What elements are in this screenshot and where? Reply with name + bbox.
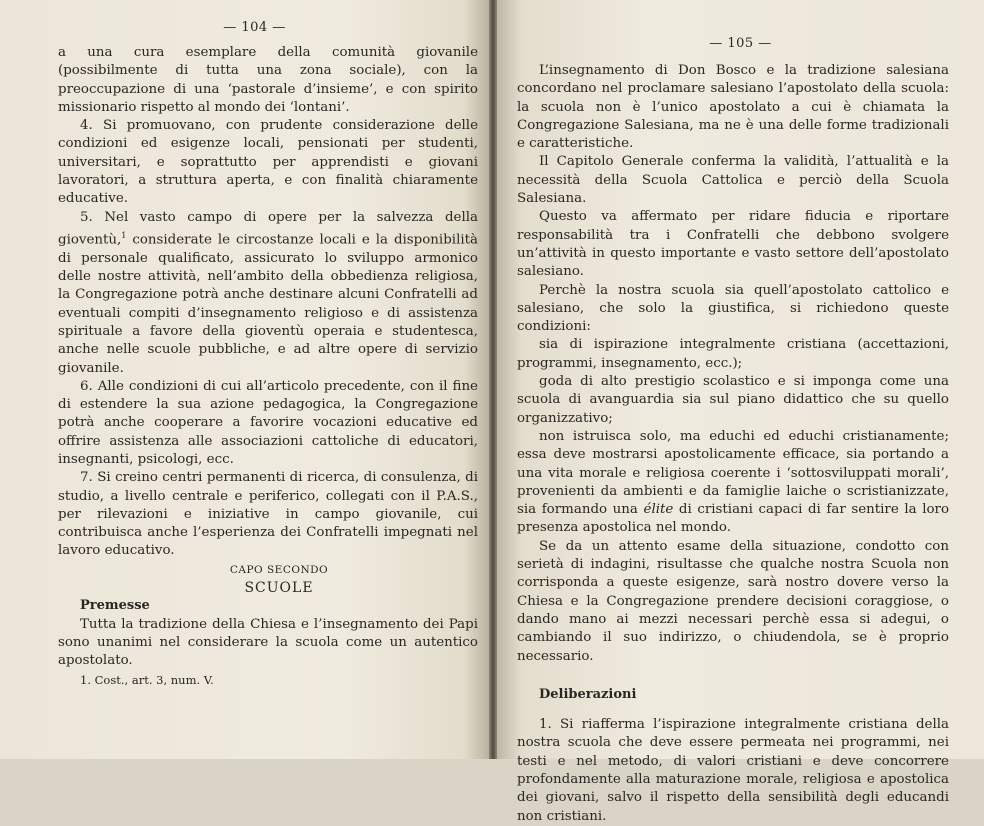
left-page <box>0 0 489 759</box>
paragraph-item-4: 4. Si promuovano, con prudente considerazione delle condizioni ed esigenze locali, pensionati per studenti, universitari, e soprattutto per apprendisti e giovani lavoratori, a struttura aperta, e con finalità chiaramente educative. <box>58 118 478 207</box>
item-5-text-a: 5. Nel vasto campo di opere per la salvezza della gioventù, <box>58 209 478 248</box>
condition-3-text-b: di cristiani capaci di far sentire la loro presenza apostolica nel mondo. <box>517 502 950 536</box>
footnote: 1. Cost., art. 3, num. V. <box>80 672 214 687</box>
paragraph-item-7: 7. Si creino centri permanenti di ricerca, di consulenza, di studio, a livello centrale e periferico, collegati con il P.A.S., per rilevazioni e iniziative in campo giovanile, cui contribuisca anche l’esperienza dei Confratelli impegnati nel lavoro educativo. <box>58 470 478 559</box>
paragraph-3: Questo va affermato per ridare fiducia e riportare responsabilità tra i Confratelli che debbono svolgere un’attività in questo importante e vasto settore dell’apostolato salesiano. <box>517 209 949 280</box>
chapter-title: SCUOLE <box>244 580 314 597</box>
paragraph-2: Il Capitolo Generale conferma la validità, l’attualità e la necessità della Scuola Cattolica e perciò della Scuola Salesiana. <box>517 154 949 207</box>
condition-3 <box>517 428 949 538</box>
paragraph-4: Perchè la nostra scuola sia quell’apostolato cattolico e salesiano, che solo la giustifica, si richiedono queste condizioni: <box>517 282 949 335</box>
elite-word: élite <box>643 502 674 518</box>
page-number: — 104 — <box>223 20 286 35</box>
paragraph-1: L’insegnamento di Don Bosco e la tradizione salesiana concordano nel proclamare salesiano l’apostolato della scuola: la scuola non è l’unico apostolato a cui è chiamata la Congregazione Salesiana, ma ne è una delle forme tradizionali e caratteristiche. <box>517 63 949 152</box>
deliberation-1: 1. Si riafferma l’ispirazione integralmente cristiana della nostra scuola che deve essere permeata nei programmi, nei testi e nel metodo, di valori cristiani e deve concorrere profondamente alla maturazione morale, religiosa e apostolica dei giovani, salvo il rispetto della sensibilità degli educandi non cristiani. <box>517 717 949 824</box>
right-text-column <box>517 62 949 826</box>
book-gutter <box>489 0 497 759</box>
condition-2: goda di alto prestigio scolastico e si imponga come una scuola di avanguardia sia sul piano didattico che su quello organizzativo; <box>517 374 949 426</box>
left-text-column <box>58 44 478 689</box>
condition-1: sia di ispirazione integralmente cristiana (accettazioni, programmi, insegnamento, ecc.); <box>517 337 949 371</box>
paragraph-item-6: 6. Alle condizioni di cui all’articolo precedente, con il fine di estendere la sua azione pedagogica, la Congregazione potrà anche cooperare a favorire vocazioni educative ed offrire assistenza alle associazioni cattoliche di educatori, insegnanti, psicologi, ecc. <box>58 378 478 467</box>
condition-3-text-a: non istruisca solo, ma educhi ed educhi cristianamente; essa deve mostrarsi apostolicamente efficace, sia portando a una vita morale e religiosa coerente i ‘sottosviluppati morali’, provenienti da ambienti e da famiglie laiche o scristianizzate, sia formando una <box>517 428 949 518</box>
section-heading-premesse: Premesse <box>80 598 150 614</box>
paragraph-item-5 <box>58 209 478 378</box>
page-number: — 105 — <box>709 36 772 51</box>
section-heading-deliberazioni: Deliberazioni <box>539 686 637 702</box>
paragraph-continuation: a una cura esemplare della comunità giovanile (possibilmente di tutta una zona sociale), con la preoccupazione di una ‘pastorale d’insieme’, e con spirito missionario rispetto al mondo dei ‘lontani’. <box>58 45 478 115</box>
paragraph-5: Se da un attento esame della situazione, condotto con serietà di indagini, risultasse che qualche nostra Scuola non corrisponda a queste esigenze, sarà nostro dovere verso la Chiesa e la Congregazione prendere decisioni coraggiose, o dando mano ai mezzi necessari perchè essa si adegui, o cambiando il suo indirizzo, o chiudendola, se è proprio necessario. <box>517 538 949 664</box>
footnote-marker: 1 <box>121 230 127 240</box>
paragraph-premesse: Tutta la tradizione della Chiesa e l’insegnamento dei Papi sono unanimi nel considerare la scuola come un autentico apostolato. <box>58 616 478 669</box>
chapter-label: CAPO SECONDO <box>229 563 329 576</box>
item-5-text-b: considerate le circostanze locali e la disponibilità di personale qualificato, assicurato lo sviluppo armonico delle nostre attività, nell’ambito della obbedienza religiosa, la Congregazione potrà anche destinare alcuni Confratelli ad eventuali compiti d’insegnamento religioso e di assistenza spirituale a favore della gioventù operaia e studentesca, anche nelle scuole pubbliche, e ad altre opere di servizio giovanile. <box>58 232 478 376</box>
right-page <box>497 0 984 824</box>
